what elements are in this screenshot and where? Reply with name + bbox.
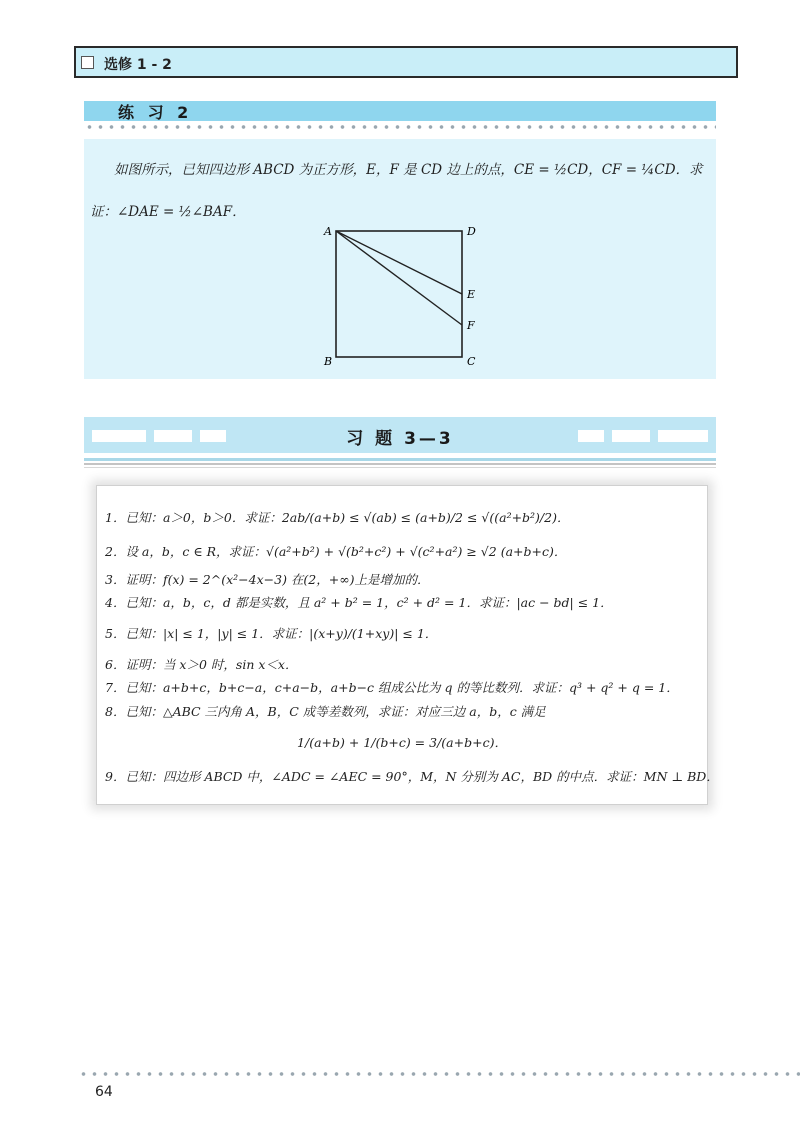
- problem-set-box: [96, 485, 719, 805]
- exercise-box: [84, 139, 716, 379]
- problem-set-title: 习 题 3—3: [346, 429, 454, 449]
- footer-dotted-divider: [78, 1071, 800, 1077]
- problem-item-1: 1．已知：a＞0，b＞0．求证：2ab/(a+b) ≤ √(ab) ≤ (a+b)/2 ≤ √((a²+b²)/2)．: [105, 510, 570, 525]
- problem-item-8: 8．已知：△ABC 三内角 A，B，C 成等差数列，求证：对应三边 a，b，c 满足: [105, 704, 546, 719]
- header-square-marker: [81, 56, 94, 69]
- exercise-title-bar: [84, 101, 716, 121]
- chapter-header: [74, 46, 738, 78]
- title-bar-deco-right-3: [658, 430, 708, 442]
- problem-set-title-bar: [84, 417, 716, 453]
- exercise-title: 练 习 2: [118, 103, 193, 122]
- title-bar-deco-right-2: [612, 430, 650, 442]
- problem-item-6: 6．证明：当 x＞0 时，sin x＜x．: [105, 657, 298, 672]
- label-a: A: [324, 225, 332, 238]
- segment-af: [336, 231, 462, 325]
- exercise-dotted-divider: [84, 124, 716, 130]
- problem-item-9: 9．已知：四边形 ABCD 中，∠ADC = ∠AEC = 90°，M，N 分别为 AC，BD 的中点．求证：MN ⊥ BD．: [105, 769, 719, 784]
- label-e: E: [467, 288, 476, 301]
- problem-item-7: 7．已知：a+b+c，b+c−a，c+a−b，a+b−c 组成公比为 q 的等比数列．求证：q³ + q² + q = 1．: [105, 680, 679, 695]
- exercise-problem-text: 如图所示，已知四边形 ABCD 为正方形，E，F 是 CD 边上的点，CE = ½CD，CF = ¼CD．求证：∠DAE = ½∠BAF．: [90, 162, 703, 220]
- problem-item-2: 2．设 a，b，c ∈ R，求证：√(a²+b²) + √(b²+c²) + √(c²+a²) ≥ √2 (a+b+c)．: [105, 544, 567, 559]
- title-bar-deco-right-1: [578, 430, 604, 442]
- title-underline-3: [84, 467, 716, 468]
- problem-item-5: 5．已知：|x| ≤ 1，|y| ≤ 1．求证：|(x+y)/(1+xy)| ≤ 1．: [105, 626, 438, 641]
- title-underline-1: [84, 458, 716, 461]
- chapter-title: 选修 1 - 2: [104, 57, 172, 73]
- square-figure: [320, 221, 480, 371]
- label-d: D: [467, 225, 476, 238]
- label-c: C: [467, 355, 476, 368]
- problem-item-4: 4．已知：a，b，c，d 都是实数，且 a² + b² = 1，c² + d² = 1．求证：|ac − bd| ≤ 1．: [105, 595, 613, 610]
- problem-item-3: 3．证明：f(x) = 2^(x²−4x−3) 在(2，+∞)上是增加的．: [105, 572, 430, 587]
- segment-ae: [336, 231, 462, 294]
- page-number: 64: [95, 1084, 113, 1100]
- problem-item-8-formula: 1/(a+b) + 1/(b+c) = 3/(a+b+c)．: [297, 735, 507, 750]
- title-underline-2: [84, 463, 716, 465]
- label-b: B: [324, 355, 333, 368]
- label-f: F: [467, 319, 475, 332]
- square-abcd: [336, 231, 462, 357]
